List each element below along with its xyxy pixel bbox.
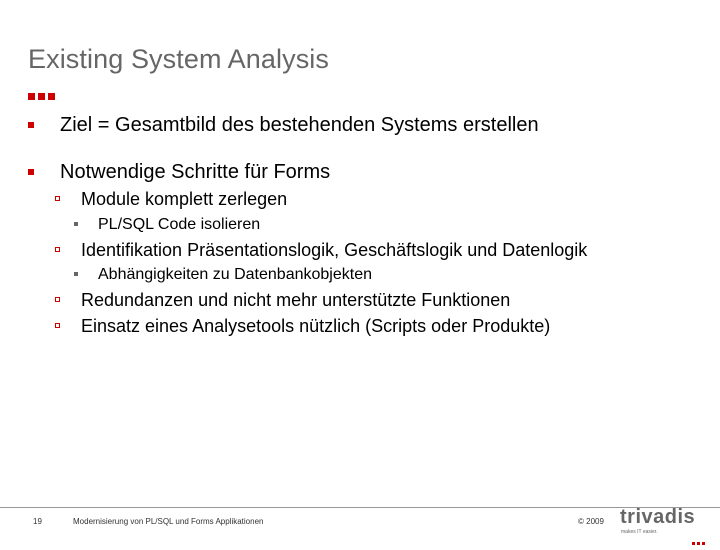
presentation-title: Modernisierung von PL/SQL und Forms Applikationen bbox=[73, 517, 264, 526]
footer-divider bbox=[0, 507, 720, 508]
filled-square-icon bbox=[28, 122, 34, 128]
hollow-square-icon bbox=[55, 297, 60, 302]
sub-bullet-text: Redundanzen und nicht mehr unterstützte Funktionen bbox=[81, 290, 511, 310]
title-dots-decoration bbox=[28, 87, 58, 105]
filled-square-icon bbox=[28, 169, 34, 175]
logo-tagline: makes IT easier. bbox=[621, 529, 658, 535]
hollow-square-icon bbox=[55, 323, 60, 328]
logo-dots-decoration bbox=[692, 532, 707, 550]
hollow-square-icon bbox=[55, 196, 60, 201]
sub-sub-bullet-text: PL/SQL Code isolieren bbox=[98, 216, 261, 233]
slide-title: Existing System Analysis bbox=[28, 44, 330, 74]
hollow-square-icon bbox=[55, 247, 60, 252]
copyright: © 2009 bbox=[578, 517, 604, 526]
small-square-icon bbox=[74, 272, 78, 276]
sub-bullet-text: Module komplett zerlegen bbox=[81, 189, 288, 209]
bullet-text: Ziel = Gesamtbild des bestehenden Systems erstellen bbox=[60, 114, 539, 136]
logo-text: trivadis bbox=[620, 506, 696, 528]
sub-bullet-text: Einsatz eines Analysetools nützlich (Scripts oder Produkte) bbox=[81, 316, 551, 336]
trivadis-logo bbox=[620, 508, 716, 538]
bullet-text: Notwendige Schritte für Forms bbox=[60, 161, 331, 183]
small-square-icon bbox=[74, 222, 78, 226]
logo-wordmark bbox=[620, 506, 695, 529]
sub-sub-bullet-text: Abhängigkeiten zu Datenbankobjekten bbox=[98, 266, 372, 283]
page-number: 19 bbox=[33, 517, 42, 526]
sub-bullet-text: Identifikation Präsentationslogik, Geschäftslogik und Datenlogik bbox=[81, 240, 588, 260]
